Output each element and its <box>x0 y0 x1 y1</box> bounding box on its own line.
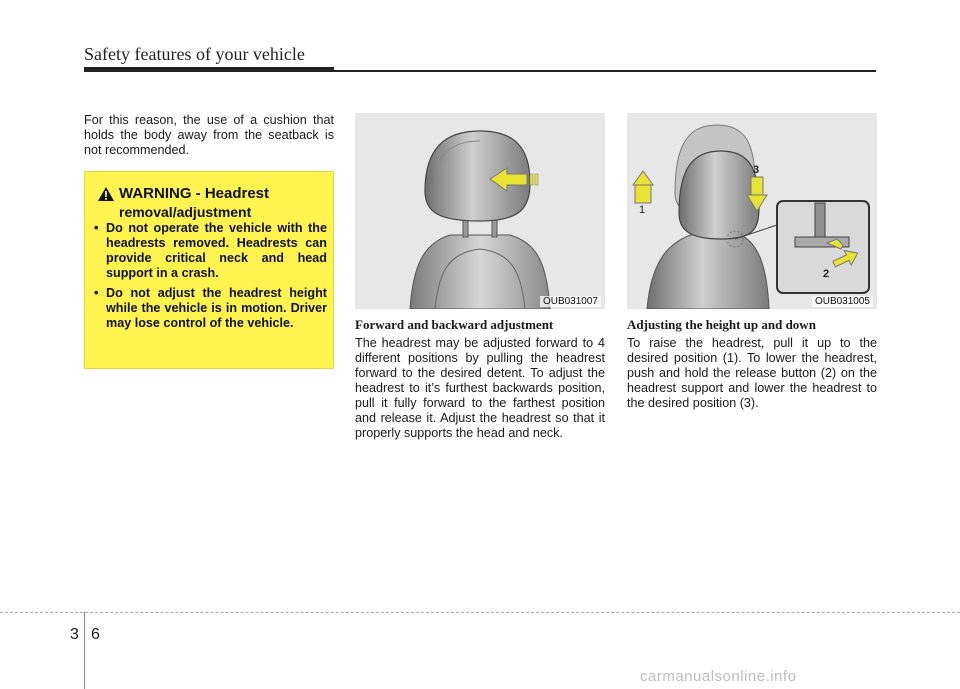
warning-title-main: WARNING - Headrest <box>119 185 270 202</box>
intro-paragraph: For this reason, the use of a cushion that holds the body away from the seatback is not recommended. <box>84 113 334 157</box>
section-title-height: Adjusting the height up and down <box>627 317 816 332</box>
label-2: 2 <box>823 268 830 280</box>
page-chapter-number: 3 <box>70 626 79 643</box>
warning-item: • Do not operate the vehicle with the headrests removed. Headrests can provide critical neck and head support in a crash. <box>93 221 327 281</box>
warning-title-sub: removal/adjustment <box>119 204 252 220</box>
label-3: 3 <box>753 164 760 176</box>
headrest-height-illustration <box>627 113 877 309</box>
figure-headrest-forward <box>355 113 605 309</box>
warning-box <box>84 171 334 369</box>
figure-headrest-height <box>627 113 877 309</box>
page-number: 6 <box>91 626 100 643</box>
header-rule-thick <box>84 67 334 72</box>
page-header-title: Safety features of your vehicle <box>84 44 305 64</box>
warning-list <box>93 221 327 336</box>
warning-triangle-icon <box>97 186 115 202</box>
footer-divider <box>0 612 960 613</box>
watermark[interactable]: carmanualsonline.info <box>640 668 797 685</box>
figure-code: OUB031005 <box>812 296 873 307</box>
warning-title <box>119 185 319 221</box>
header-rule-thin <box>334 70 876 72</box>
section-title-forward-backward: Forward and backward adjustment <box>355 317 554 332</box>
headrest-forward-illustration <box>355 113 605 309</box>
figure-code: OUB031007 <box>540 296 601 307</box>
section-body-forward-backward: The headrest may be adjusted forward to 4 different positions by pulling the headrest forward to the desired detent. To adjust the headrest to it’s furthest backwards position, pull it fully forward to the farthest position and release it. Adjust the headrest so that it properly supports the head and neck. <box>355 336 605 440</box>
footer-vertical-rule <box>84 612 85 689</box>
label-1: 1 <box>639 204 646 216</box>
warning-item: • Do not adjust the headrest height while the vehicle is in motion. Driver may lose control of the vehicle. <box>93 286 327 331</box>
section-body-height: To raise the headrest, pull it up to the desired position (1). To lower the headrest, push and hold the release button (2) on the headrest support and lower the headrest to the desired position (3). <box>627 336 877 410</box>
